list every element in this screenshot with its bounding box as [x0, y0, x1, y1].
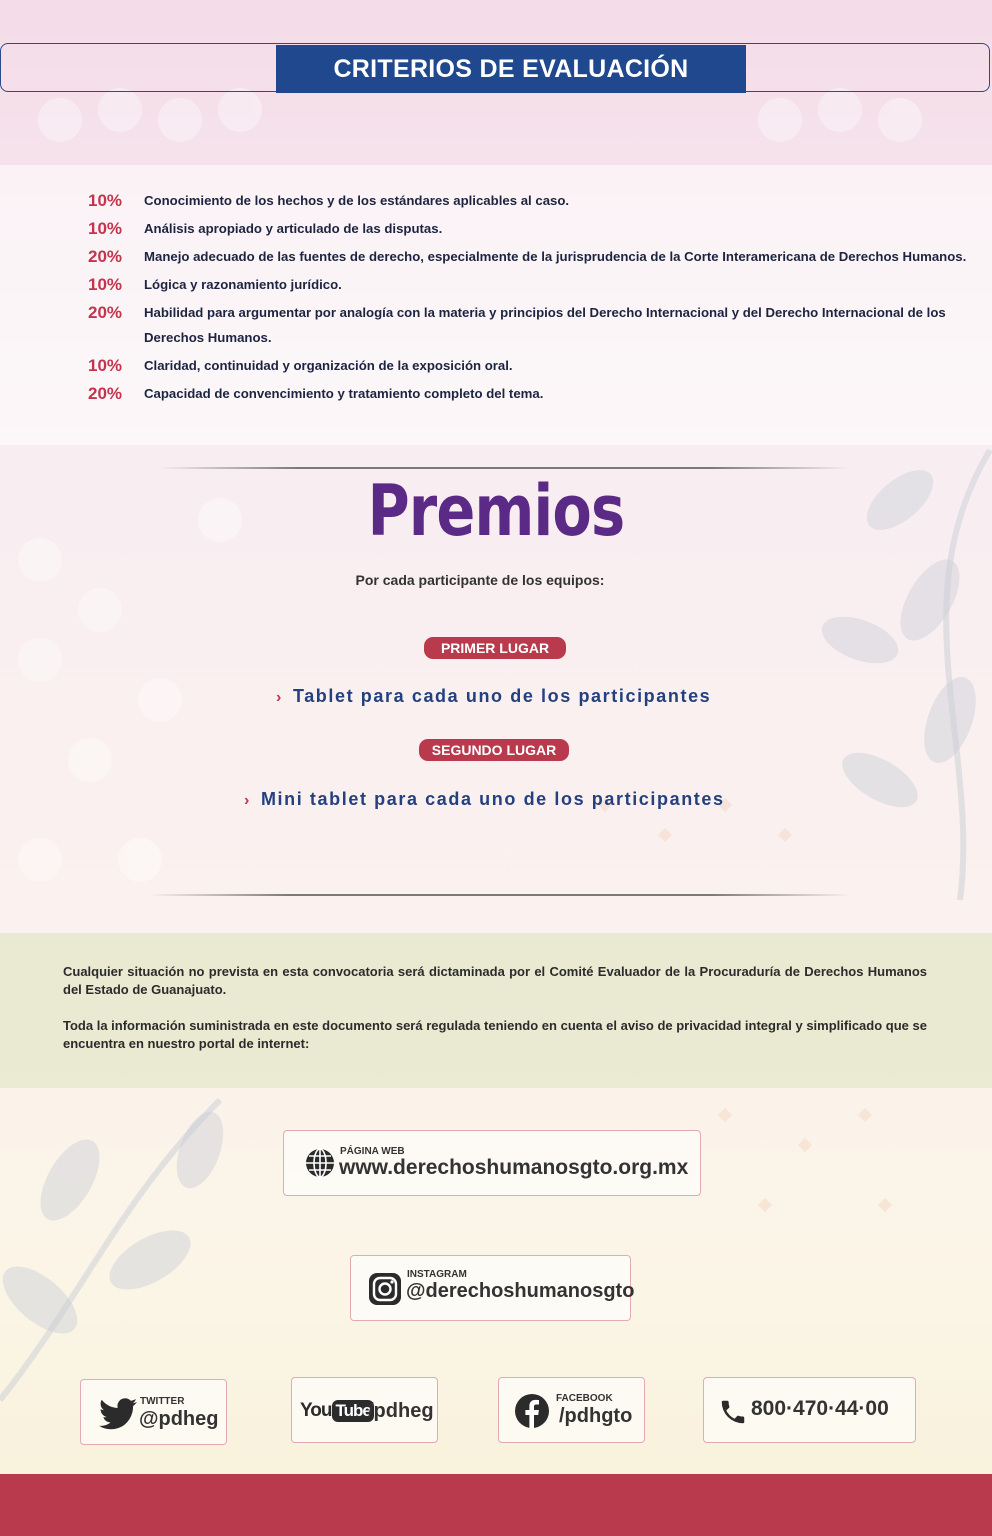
arrow-icon: ›	[276, 689, 283, 706]
youtube-link[interactable]	[291, 1377, 438, 1443]
criteria-text: Lógica y razonamiento jurídico.	[144, 277, 342, 292]
first-place-prize	[276, 686, 711, 707]
facebook-icon	[514, 1393, 550, 1429]
section-title: CRITERIOS DE EVALUACIÓN	[276, 45, 746, 93]
youtube-icon	[300, 1399, 374, 1423]
phone-number: 800·470·44·00	[751, 1397, 889, 1420]
instagram-handle: @derechoshumanosgto	[406, 1280, 635, 1302]
phone-link[interactable]	[703, 1377, 916, 1443]
note-paragraph: Toda la información suministrada en este documento será regulada teniendo en cuenta el aviso de privacidad integral y simplificado que se encuentra en nuestro portal de internet:	[63, 1018, 927, 1051]
website-link[interactable]	[283, 1130, 701, 1196]
criteria-text: Capacidad de convencimiento y tratamiento completo del tema.	[144, 386, 544, 401]
criteria-item	[88, 357, 968, 378]
criteria-list	[88, 192, 968, 413]
youtube-logo-tube: Tube	[332, 1400, 373, 1422]
second-place-badge: SEGUNDO LUGAR	[419, 739, 569, 761]
first-place-text: Tablet para cada uno de los participantes	[292, 686, 712, 706]
youtube-handle: /pdheg	[368, 1400, 434, 1422]
footer-band	[0, 1474, 992, 1536]
note-paragraph: Cualquier situación no prevista en esta convocatoria será dictaminada por el Comité Evaluador de la Procuraduría de Derechos Humanos del Estado de Guanajuato.	[63, 964, 927, 997]
first-place-badge: PRIMER LUGAR	[424, 637, 566, 659]
twitter-icon	[99, 1398, 137, 1430]
facebook-label: FACEBOOK	[556, 1393, 613, 1404]
prizes-subtitle: Por cada participante de los equipos:	[355, 572, 605, 588]
criteria-item	[88, 248, 968, 269]
second-place-prize	[244, 789, 725, 810]
phone-icon	[718, 1397, 748, 1427]
criteria-percent: 10%	[88, 356, 123, 375]
instagram-link[interactable]	[350, 1255, 635, 1321]
website-url: www.derechoshumanosgto.org.mx	[339, 1156, 689, 1179]
criteria-item	[88, 304, 968, 350]
criteria-percent: 20%	[88, 247, 123, 266]
criteria-item	[88, 385, 968, 406]
criteria-percent: 20%	[88, 303, 123, 322]
instagram-label: INSTAGRAM	[407, 1269, 467, 1280]
youtube-logo-you: You	[300, 1400, 332, 1421]
criteria-percent: 10%	[88, 275, 123, 294]
second-place-text: Mini tablet para cada uno de los participantes	[260, 789, 725, 809]
globe-icon	[304, 1147, 336, 1179]
criteria-text: Habilidad para argumentar por analogía con la materia y principios del Derecho Internacional y del Derecho Internacional de los Derechos Humanos.	[144, 305, 946, 345]
criteria-percent: 10%	[88, 219, 123, 238]
criteria-percent: 20%	[88, 384, 123, 403]
website-label: PÁGINA WEB	[340, 1146, 405, 1157]
criteria-text: Conocimiento de los hechos y de los estándares aplicables al caso.	[144, 193, 570, 208]
facebook-handle: /pdhgto	[559, 1405, 633, 1427]
notes-band	[0, 933, 992, 1088]
divider	[160, 467, 850, 469]
criteria-text: Claridad, continuidad y organización de la exposición oral.	[144, 358, 513, 373]
criteria-percent: 10%	[88, 191, 123, 210]
prizes-title: Premios	[367, 470, 625, 552]
twitter-handle: @pdheg	[139, 1408, 219, 1430]
instagram-icon	[368, 1272, 402, 1306]
criteria-item	[88, 220, 968, 241]
twitter-link[interactable]	[80, 1379, 227, 1445]
twitter-label: TWITTER	[140, 1396, 185, 1407]
divider	[150, 894, 850, 896]
criteria-text: Análisis apropiado y articulado de las disputas.	[144, 221, 443, 236]
facebook-link[interactable]	[498, 1377, 645, 1443]
arrow-icon: ›	[244, 792, 251, 809]
criteria-text: Manejo adecuado de las fuentes de derecho, especialmente de la jurisprudencia de la Corte Interamericana de Derechos Humanos.	[144, 249, 967, 264]
criteria-item	[88, 192, 968, 213]
criteria-item	[88, 276, 968, 297]
